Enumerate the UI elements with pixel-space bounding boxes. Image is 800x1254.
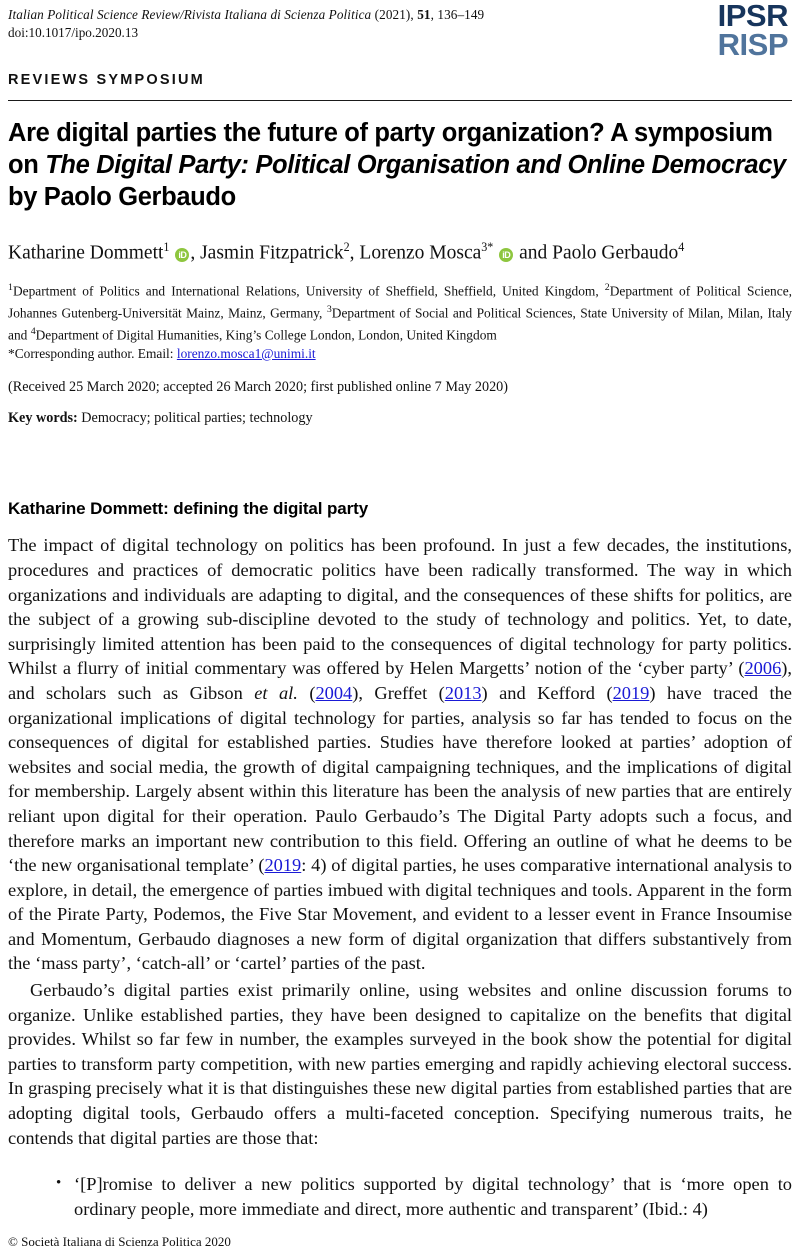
affil-marker-1: 1 — [8, 281, 13, 293]
author-name-4: Paolo Gerbaudo — [552, 242, 679, 264]
author-affil-marker-2: 2 — [343, 240, 350, 254]
title-part-2: by Paolo Gerbaudo — [8, 183, 236, 211]
list-item: • ‘[P]romise to deliver a new politics supported by digital technology’ that is ‘more open to ordinary people, more immediate and direct, more authentic and transparent’ (Ibid.: 4) — [56, 1172, 792, 1221]
journal-year: (2021), — [371, 7, 418, 22]
affil-text-3: Department of Social and Political Sciences, State University of Milan, Milan, Italy and — [8, 305, 793, 343]
copyright-footer: © Società Italiana di Scienza Politica 2020 — [8, 1234, 231, 1249]
citation-link-kefford-2019[interactable]: 2019 — [612, 682, 650, 703]
orcid-icon[interactable]: iD — [175, 248, 189, 262]
affil-text-2: Department of Political Science, Johannes Gutenberg-Universität Mainz, Mainz, Germany, — [8, 282, 792, 321]
keywords-value: Democracy; political parties; technology — [77, 410, 313, 427]
orcid-icon[interactable]: iD — [499, 248, 513, 262]
para1-seg-c: ( — [297, 682, 316, 703]
affil-text-4: Department of Digital Humanities, King’s College London, London, United Kingdom — [35, 327, 497, 343]
logo-ipsr-text: IPSR — [717, 0, 788, 33]
para1-seg-d: ), Greffet ( — [352, 682, 445, 703]
keywords-label: Key words: — [8, 410, 78, 427]
author-separator-1: , — [190, 242, 201, 264]
author-separator-3: and — [514, 242, 553, 264]
para1-seg-a: The impact of digital technology on politics has been profound. In just a few decades, the institutions, procedures and practices of democratic politics have been radically transformed. The way in which organizations and individuals are adapting to digital, and the consequences of these shifts for politics, are the subject of a growing sub-discipline devoted to the study of technology and politics. Yet, to date, surprisingly limited attention has been paid to the consequences of digital technology for party politics. Whilst a flurry of initial commentary was offered by Helen Margetts’ notion of the ‘cyber party’ ( — [8, 535, 792, 679]
citation-link-greffet-2013[interactable]: 2013 — [444, 682, 482, 703]
corresponding-email-link[interactable]: lorenzo.mosca1@unimi.it — [176, 345, 316, 361]
author-affil-marker-3: 3* — [481, 240, 494, 254]
article-type-kicker: REVIEWS SYMPOSIUM — [8, 72, 205, 88]
journal-pages: , 136–149 — [430, 7, 485, 22]
affil-marker-3: 3 — [326, 303, 332, 315]
author-name-1: Katharine Dommett — [8, 242, 164, 264]
ipsr-risp-logo — [684, 0, 788, 62]
publication-history: (Received 25 March 2020; accepted 26 March 2020; first published online 7 May 2020) — [8, 379, 508, 396]
journal-title: Italian Political Science Review/Rivista Italiana di Scienza Politica — [8, 7, 372, 22]
para1-seg-g: : 4) of digital parties, he uses comparative international analysis to explore, in detail, the emergence of parties imbued with digital techniques and tools. Apparent in the form of the Pirate Party, Podemos, the Five Star Movement, and evident to a lesser event in France Insoumise and Momentum, Gerbaudo diagnoses a new form of digital organization that differs substantively from the ‘mass party’, ‘catch-all’ or ‘cartel’ parties of the past. — [8, 855, 792, 974]
running-head-citation — [8, 6, 792, 23]
author-list — [8, 234, 792, 267]
body-paragraph-2: Gerbaudo’s digital parties exist primarily online, using websites and online discussion forums to organize. Unlike established parties, they have been designed to capitalize on the benefits that digital provides. Whilst so far few in number, the examples surveyed in the book show the potential for digital parties to transform party competition, with new parties emerging and rapidly achieving electoral success. In grasping precisely what it is that distinguishes these new digital parties from established parties that are adopting digital tools, Gerbaudo offers a multi-faceted conception. Specifying numerous traits, he contends that digital parties are those that: — [8, 980, 792, 1148]
author-affil-marker-1: 1 — [163, 240, 170, 254]
citation-link-gibson-2004[interactable]: 2004 — [315, 682, 353, 703]
doi: doi:10.1017/ipo.2020.13 — [8, 25, 139, 40]
author-separator-2: , — [349, 242, 360, 264]
trait-bullet-list — [8, 1172, 792, 1221]
page-title — [8, 117, 792, 213]
title-book-name: The Digital Party: Political Organisation and Online Democracy — [45, 151, 786, 179]
para1-etal: et al. — [254, 682, 298, 703]
affiliations — [8, 279, 792, 345]
header-divider — [8, 100, 792, 101]
body-paragraph-1 — [8, 533, 792, 976]
author-affil-marker-4: 4 — [678, 240, 685, 254]
affil-text-1: Department of Politics and International Relations, University of Sheffield, Sheffield, United Kingdom, — [12, 282, 605, 298]
title-part-1: Are digital parties the future of party organization? A symposium on — [8, 119, 773, 179]
affil-marker-4: 4 — [30, 325, 36, 337]
citation-link-gerbaudo-2019[interactable]: 2019 — [264, 855, 302, 876]
corresponding-author — [8, 345, 792, 364]
para1-seg-b: ), and scholars such as Gibson — [8, 658, 792, 703]
corresponding-label: *Corresponding author. Email: — [8, 345, 177, 361]
section-heading: Katharine Dommett: defining the digital party — [8, 499, 369, 519]
keywords — [8, 409, 792, 428]
author-name-3: Lorenzo Mosca — [359, 242, 482, 264]
author-name-2: Jasmin Fitzpatrick — [200, 242, 344, 264]
journal-volume: 51 — [417, 7, 431, 22]
para1-seg-e: ) and Kefford ( — [481, 682, 613, 703]
citation-link-margetts-2006[interactable]: 2006 — [744, 658, 782, 679]
logo-risp-text: RISP — [717, 26, 788, 62]
affil-marker-2: 2 — [604, 281, 610, 293]
running-head — [8, 0, 792, 62]
para1-seg-f: ) have traced the organizational implications of digital technology for parties, analysis so far has tended to focus on the consequences of digital for established parties. Studies have therefore looked at parties’ adoption of websites and social media, the growth of digital campaigning techniques, and the implications of digital for membership. Largely absent within this literature has been the analysis of new parties that are entirely reliant upon digital for their operation. Paulo Gerbaudo’s The Digital Party adopts such a focus, and therefore marks an important new contribution to this field. Offering an outline of what he deems to be ‘the new organisational template’ ( — [8, 682, 792, 876]
